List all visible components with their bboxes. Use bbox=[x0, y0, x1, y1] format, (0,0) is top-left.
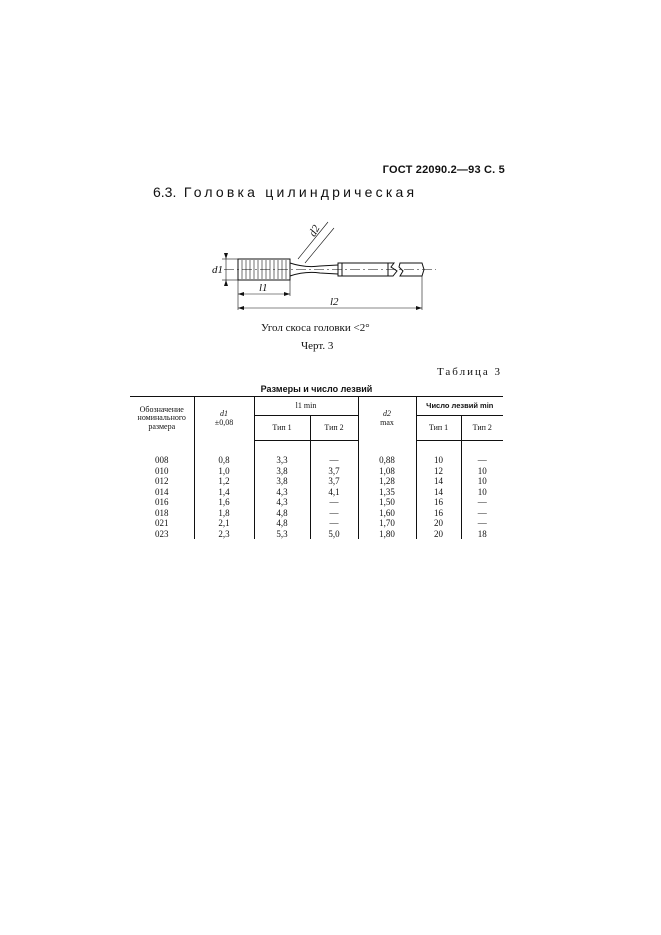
table-cell: 4,8 bbox=[254, 508, 310, 519]
table-cell: 16 bbox=[416, 508, 461, 519]
table-cell: — bbox=[461, 441, 503, 466]
table-cell: 2,3 bbox=[194, 529, 254, 540]
table-row bbox=[130, 529, 503, 540]
header-designation: Обозначение номинального размера bbox=[130, 397, 194, 441]
table-cell: 4,8 bbox=[254, 518, 310, 529]
table-cell: — bbox=[461, 508, 503, 519]
technical-drawing bbox=[210, 210, 450, 320]
table-cell: 3,7 bbox=[310, 466, 358, 477]
table-row bbox=[130, 466, 503, 477]
table-cell: 3,8 bbox=[254, 466, 310, 477]
section-heading bbox=[153, 184, 417, 202]
table-cell: 16 bbox=[416, 497, 461, 508]
table-cell: 12 bbox=[416, 466, 461, 477]
label-l2: l2 bbox=[330, 296, 339, 308]
figure-label: Черт. 3 bbox=[301, 340, 334, 352]
table-cell: — bbox=[461, 518, 503, 529]
table-cell: 1,50 bbox=[358, 497, 416, 508]
table-cell: 008 bbox=[155, 454, 169, 465]
table-cell: 10 bbox=[461, 476, 503, 487]
table-cell: 3,8 bbox=[254, 476, 310, 487]
table-cell: 10 bbox=[416, 441, 461, 466]
table-cell: 1,70 bbox=[358, 518, 416, 529]
table-cell: 14 bbox=[416, 487, 461, 498]
table-cell: 2,1 bbox=[194, 518, 254, 529]
header-blades-type2: Тип 2 bbox=[461, 416, 503, 441]
table-cell: — bbox=[310, 497, 358, 508]
table-cell: 021 bbox=[155, 518, 169, 528]
table-cell: 14 bbox=[416, 476, 461, 487]
table-cell: 1,6 bbox=[194, 497, 254, 508]
table-row bbox=[130, 476, 503, 487]
table-cell: 1,4 bbox=[194, 487, 254, 498]
section-title: Головка цилиндрическая bbox=[183, 184, 418, 200]
section-number: 6.3. bbox=[153, 184, 177, 200]
table-row bbox=[130, 497, 503, 508]
table-cell: 10 bbox=[461, 487, 503, 498]
document-header: ГОСТ 22090.2—93 С. 5 bbox=[382, 164, 505, 176]
label-d2: d2 bbox=[306, 223, 323, 239]
table-row bbox=[130, 508, 503, 519]
table-cell: 0,88 bbox=[358, 441, 416, 466]
table-cell: — bbox=[310, 518, 358, 529]
table-cell: — bbox=[310, 508, 358, 519]
table-cell: 0,8 bbox=[194, 441, 254, 466]
drawing-caption: Угол скоса головки <2° bbox=[261, 322, 370, 334]
table-cell: 10 bbox=[461, 466, 503, 477]
table-cell: 012 bbox=[155, 476, 169, 486]
table-cell: 1,28 bbox=[358, 476, 416, 487]
table-cell: 3,3 bbox=[254, 441, 310, 466]
table-cell: 018 bbox=[155, 507, 169, 518]
table-cell: 1,80 bbox=[358, 529, 416, 540]
header-l1min: l1 min bbox=[254, 397, 358, 416]
header-blades: Число лезвий min bbox=[416, 397, 503, 416]
header-l1-type2: Тип 2 bbox=[310, 416, 358, 441]
table-cell: 1,2 bbox=[194, 476, 254, 487]
table-cell: 1,8 bbox=[194, 508, 254, 519]
header-d1: d1 ±0,08 bbox=[194, 397, 254, 441]
table-cell: 010 bbox=[155, 465, 169, 476]
table-cell: 4,3 bbox=[254, 497, 310, 508]
table-cell: 5,0 bbox=[310, 529, 358, 540]
table-cell: — bbox=[310, 441, 358, 466]
table-cell: 3,7 bbox=[310, 476, 358, 487]
table-cell: 18 bbox=[461, 529, 503, 540]
header-l1-type1: Тип 1 bbox=[254, 416, 310, 441]
dimensions-table bbox=[130, 396, 503, 539]
table-cell: 4,1 bbox=[310, 487, 358, 498]
table-cell: 20 bbox=[416, 529, 461, 540]
table-cell: 1,60 bbox=[358, 508, 416, 519]
table-cell: 1,08 bbox=[358, 466, 416, 477]
table-cell: 1,35 bbox=[358, 487, 416, 498]
table-cell: — bbox=[461, 497, 503, 508]
table-cell: 5,3 bbox=[254, 529, 310, 540]
table-title: Размеры и число лезвий bbox=[260, 384, 373, 394]
header-blades-type1: Тип 1 bbox=[416, 416, 461, 441]
table-cell: 1,0 bbox=[194, 466, 254, 477]
table-cell: 023 bbox=[155, 528, 169, 539]
table-cell: 014 bbox=[155, 486, 169, 497]
table-cell: 016 bbox=[155, 497, 169, 507]
table-cell: 20 bbox=[416, 518, 461, 529]
header-d2: d2 max bbox=[358, 397, 416, 441]
table-row bbox=[130, 518, 503, 529]
table-row bbox=[130, 487, 503, 498]
table-cell: 4,3 bbox=[254, 487, 310, 498]
label-l1: l1 bbox=[259, 282, 268, 294]
table-row bbox=[130, 441, 503, 466]
label-d1: d1 bbox=[212, 264, 223, 276]
table-label: Таблица 3 bbox=[436, 366, 502, 378]
